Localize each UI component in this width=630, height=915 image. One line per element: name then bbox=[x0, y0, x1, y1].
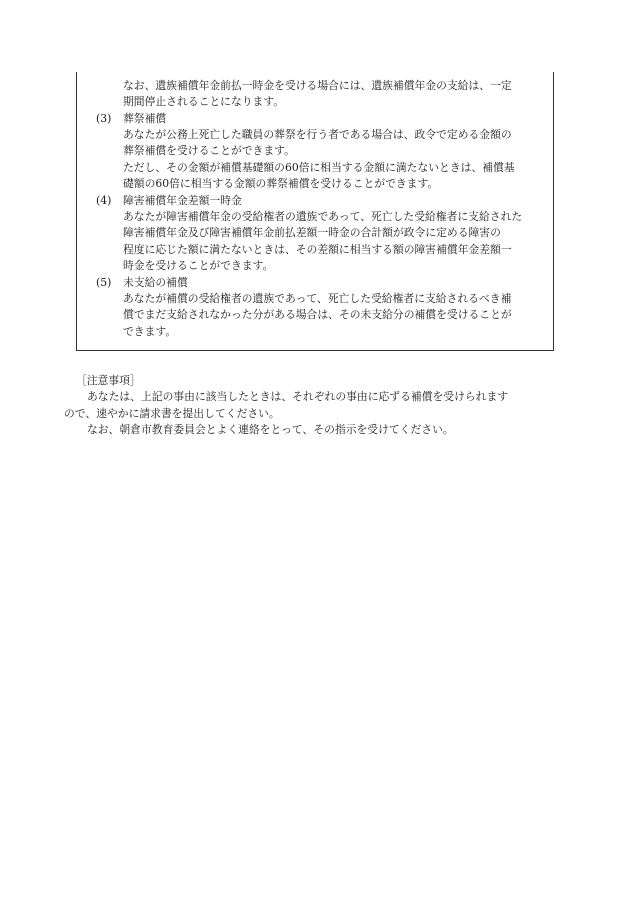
notes-section bbox=[64, 373, 556, 439]
item-paragraph bbox=[123, 127, 551, 193]
paragraph-line: ただし、その金額が補償基礎額の60倍に相当する金額に満たないときは、補償基 bbox=[123, 160, 515, 174]
intro-line: なお、遺族補償年金前払一時金を受ける場合には、遺族補償年金の支給は、一定 bbox=[123, 79, 512, 92]
notes-line: なお、朝倉市教育委員会とよく連絡をとって、その指示を受けてください。 bbox=[87, 423, 454, 437]
paragraph-line: あなたが障害補償年金の受給権者の遺族であって、死亡した受給権者に支給された bbox=[123, 210, 523, 223]
notes-line: あなたは、上記の事由に該当したときは、それぞれの事由に応ずる補償を受けられます bbox=[87, 390, 509, 404]
intro-line: 期間停止されることになります。 bbox=[123, 95, 285, 109]
paragraph-line: 時金を受けることができます。 bbox=[123, 259, 274, 273]
item-paragraph bbox=[123, 209, 551, 275]
item-paragraph bbox=[123, 291, 551, 340]
notes-line: ので、速やかに請求書を提出してください。 bbox=[64, 406, 280, 420]
paragraph-line: 葬祭補償を受けることができます。 bbox=[123, 144, 295, 158]
item-number: (4) bbox=[96, 194, 112, 207]
paragraph-line: 障害補償年金及び障害補償年金前払差額一時金の合計額が政令に定める障害の bbox=[123, 226, 501, 240]
intro-paragraph bbox=[123, 78, 551, 111]
notes-heading: ［注意事項］ bbox=[76, 374, 141, 387]
paragraph-line: あなたが公務上死亡した職員の葬祭を行う者である場合は、政令で定める金額の bbox=[123, 128, 512, 141]
item-title: 未支給の補償 bbox=[123, 276, 188, 289]
paragraph-line: できます。 bbox=[123, 324, 177, 338]
paragraph-line: 償でまだ支給されなかった分がある場合は、その未支給分の補償を受けることが bbox=[123, 308, 512, 322]
paragraph-line: 程度に応じた額に満たないときは、その差額に相当する額の障害補償年金差額一 bbox=[123, 242, 512, 256]
paragraph-line: 礎額の60倍に相当する金額の葬祭補償を受けることができます。 bbox=[123, 177, 439, 191]
item-number: (3) bbox=[96, 112, 112, 125]
item-number: (5) bbox=[96, 276, 112, 289]
paragraph-line: あなたが補償の受給権者の遺族であって、死亡した受給権者に支給されるべき補 bbox=[123, 292, 512, 305]
item-title: 障害補償年金差額一時金 bbox=[123, 194, 242, 207]
item-title: 葬祭補償 bbox=[123, 112, 167, 125]
